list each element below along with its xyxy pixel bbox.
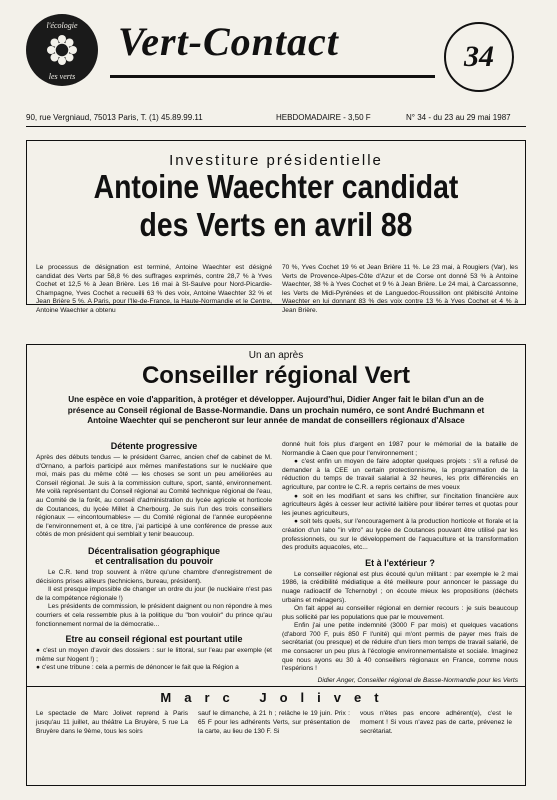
subhead-decentralisation-1: Décentralisation géographique <box>87 545 221 556</box>
paragraph: ● soit tels quels, sur l'encouragement à la production horticole et florale et la création d'un labo "in vitro" au lycée de Coutances pouvant être utilisé par les professionnels, ou sur le développement de l'aquaculture et la transformation des produits aquacoles, etc... <box>282 518 518 552</box>
article2-standfirst: Une espèce en voie d'apparition, à protéger et développer. Aujourd'hui, Didier Anger fait le bilan d'un an de présence au Conseil régional de Basse-Normandie. Dans un prochain numéro, ce sont André Buchmann et Antoine Waechter qui se pencheront sur leur année de mandat de conseillers régionaux d'Alsace <box>67 395 485 425</box>
frequency-price: HEBDOMADAIRE - 3,50 F <box>276 113 371 122</box>
footer-ad-col1: Le spectacle de Marc Jolivet reprend à Paris jusqu'au 11 juillet, au théâtre La Bruyère, 5 rue La Bruyère dans le 9ème, tous les soirs <box>36 710 188 735</box>
paragraph: Le C.R. tend trop souvent à n'être qu'une chambre d'enregistrement de décisions prises ailleurs (techniciens, bureau, président). <box>36 568 272 585</box>
paragraph: On fait appel au conseiller régional en dernier recours : je suis beaucoup plus sollicité par les populations que par le mouvement. <box>282 605 518 621</box>
article1-kicker: Investiture présidentielle <box>169 152 383 169</box>
issue-number-badge: 34 <box>444 22 514 92</box>
article1-col1: Le processus de désignation est terminé, Antoine Waechter est désigné candidat des Verts par 58,8 % des suffrages exprimés, contre 28,7 % à Yves Cochet et 12,5 % à Jean Brière. Les 16 mai à St-Saulve pour Nord-Picardie-Champagne, Yves Cochet a recueilli 63 % des voix, Antoine Waechter 32 % et Jean Brière 5 %. A Paris, pour l'Ile-de-France, la Haute-Normandie et le Centre, Antoine Waechter a obtenu <box>36 264 272 314</box>
footer-ad-col2: sauf le dimanche, à 21 h ; relâche le 19 juin. Prix : 65 F pour les adhérents Verts, sur présentation de la carte, au lieu de 130 F. Si <box>198 710 350 735</box>
masthead-rule <box>110 75 435 78</box>
article2-headline: Conseiller régional Vert <box>141 362 411 389</box>
divider <box>26 126 526 127</box>
author-signature: Didier Anger, Conseiller régional de Basse-Normandie pour les Verts <box>317 676 518 684</box>
les-verts-logo <box>26 14 98 86</box>
paragraph: Après des débuts tendus — le président Garrec, ancien chef de cabinet de M. d'Ornano, a parfois participé aux mêmes manifestations sur le nucléaire que moi, mais pas du même côté — les choses se sont un peu améliorées au Conseil régional. Je suis à la commission culture, sport, santé, environnement. Me voilà représentant du Conseil régional au Comité technique régional de l'eau, au Comité de la forêt, au conseil d'administration du lycée agricole et horticole de Coutances, du lycée Millet à Cherbourg. Je suis l'un des trois conseillers régionaux — «incontournables» — du Comité régional de l'année européenne de l'environnement et, à ce titre, j'ai participé à une conférence de presse aux côtés de mon président qui semblait y tenir beaucoup. <box>36 454 272 539</box>
article1-col2: 70 %, Yves Cochet 19 % et Jean Brière 11 %. Le 23 mai, à Rougiers (Var), les Verts de Provence-Alpes-Côte d'Azur et de Corse ont donné 53 % à Antoine Waechter, 38 % à Yves Cochet et 9 % à Jean Brière. Le 24 mai, à Carcassonne, les Verts de Midi-Pyrénées et de Languedoc-Roussillon ont plébiscité Antoine Waechter en lui donnant 83 % des voix contre 13 % à Yves Cochet et 4 % à Jean Brière. <box>282 264 518 314</box>
paragraph: ● c'est enfin un moyen de faire adopter quelques projets : s'il a refusé de demander à la CEE un certain protectionnisme, la programmation de la réduction du temps de travail salarial à 32 heures, les prix différenciés en agriculture, par contre le C.R. a repris certains de mes voeux <box>282 458 518 491</box>
sunflower-icon <box>26 14 98 86</box>
footer-ad-title: Marc Jolivet <box>160 690 392 705</box>
paragraph: Les présidents de commission, le président daignent ou non répondre à mes courriers et cela ressemble plus à la politique du "bon vouloir" du prince qu'au fonctionnement normal de la démocratie... <box>36 603 272 628</box>
subhead-detente: Détente progressive <box>110 441 198 451</box>
svg-text:les verts: les verts <box>48 72 76 81</box>
paragraph: donné huit fois plus d'argent en 1987 pour le mémorial de la bataille de Normandie à Caen que pour l'environnement ; <box>282 441 518 457</box>
address: 90, rue Vergniaud, 75013 Paris, T. (1) 45.89.99.11 <box>26 113 203 122</box>
article2-right-column <box>282 441 518 685</box>
paragraph: ● soit en les modifiant et sans les chiffrer, sur l'incitation financière aux agriculteurs âgés à cesser leur activité laitière pour libérer terres et quotas pour les jeunes agriculteurs, <box>282 492 518 517</box>
footer-ad-col3: vous n'êtes pas encore adhérent(e), c'est le moment ! Si vous n'avez pas de carte, prévenez le secrétariat. <box>360 710 512 735</box>
issue-dates: N° 34 - du 23 au 29 mai 1987 <box>406 113 511 122</box>
article1-headline-line2: des Verts en avril 88 <box>139 206 413 243</box>
masthead-title: Vert-Contact <box>118 19 339 64</box>
paragraph: Le conseiller régional est plus écouté qu'un militant : par exemple le 2 mai 1986, la crédibilité médiatique a été meilleure pour annoncer le passage du nuage radioactif de Tchernobyl ; on écoute mieux les propositions (déchets urbains et ménagers). <box>282 570 518 604</box>
article1-headline <box>61 168 491 244</box>
subhead-exterieur: Et à l'extérieur ? <box>365 557 435 568</box>
paragraph: ● c'est un moyen d'avoir des dossiers : sur le littoral, sur l'eau par exemple (et même sur Nogent !) ; <box>36 647 272 663</box>
paragraph: Enfin j'ai une petite indemnité (3000 F par mois) et quelques vacations (d'abord 700 F, puis 850 F l'unité) qui m'ont permis de payer mes frais de secrétariat (ou presque) et de réduire d'un tiers mon temps de travail salarié, de me consacrer un peu plus à l'écologie environnementaliste et sociale. Imaginez que nous ayons eu 30 à 40 conseillers régionaux en France, comme nous l'espérions ! <box>282 622 518 673</box>
article2-kicker: Un an après <box>248 350 304 361</box>
article2-left-column <box>36 441 272 673</box>
subhead-utile: Etre au conseil régional est pourtant utile <box>65 634 243 645</box>
footer-divider <box>26 686 526 687</box>
paragraph: ● c'est une tribune : cela a permis de dénoncer le fait que la Région a <box>36 664 239 672</box>
article1-headline-line1: Antoine Waechter candidat <box>93 168 459 205</box>
subhead-decentralisation-2: et centralisation du pouvoir <box>94 555 213 566</box>
paragraph: Il est presque impossible de changer un ordre du jour (le nucléaire n'est pas de la compétence régionale !) <box>36 586 272 602</box>
svg-text:l'écologie: l'écologie <box>46 21 78 30</box>
